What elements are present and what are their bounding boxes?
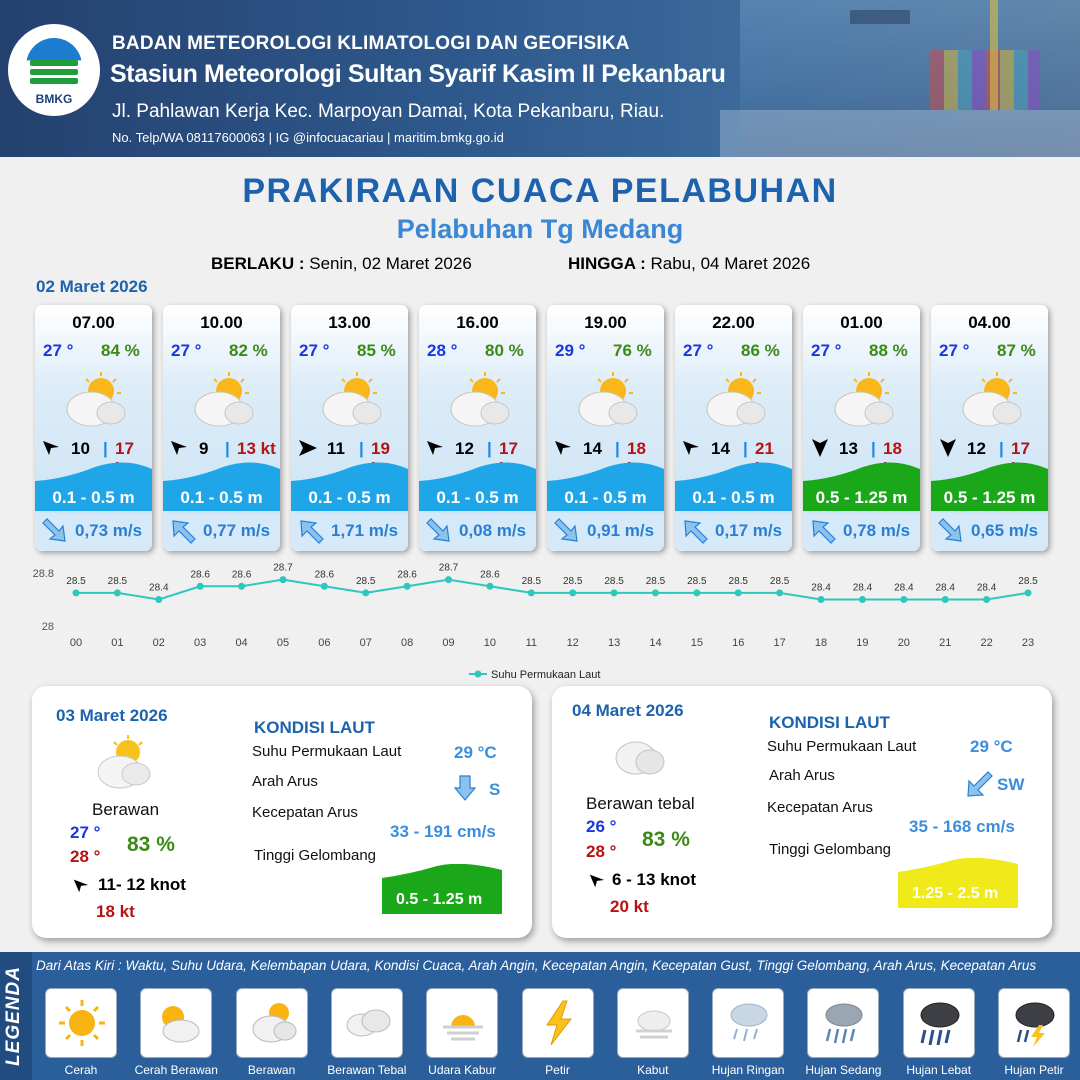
forecast-time: 10.00 — [200, 313, 243, 332]
logo-text: BMKG — [35, 92, 73, 106]
validity-from — [211, 254, 472, 274]
day2-wave-label: Tinggi Gelombang — [254, 847, 377, 864]
wind-speed: 12 — [455, 439, 474, 458]
forecast-card — [675, 305, 792, 551]
forecast-humidity: 84 % — [101, 341, 140, 360]
day2-gust: 18 kt — [96, 902, 135, 921]
sst-data-point — [279, 576, 286, 583]
gust-speed: 13 kt — [237, 439, 276, 458]
wave-height: 0.1 - 0.5 m — [180, 488, 263, 507]
sst-data-point — [735, 589, 742, 596]
station-contact: No. Telp/WA 08117600063 | IG @infocuacariau | maritim.bmkg.go.id — [112, 130, 504, 145]
sst-data-point — [114, 589, 121, 596]
legend-item-label: Hujan Sedang — [805, 1063, 882, 1077]
gust-speed: 17 — [1011, 439, 1030, 458]
y-tick-label: 28 — [41, 621, 54, 633]
cloud-sun-icon — [701, 369, 769, 429]
sst-data-label: 28.4 — [852, 582, 873, 594]
legend-item — [236, 988, 308, 1058]
forecast-temperature: 28 ° — [427, 341, 458, 360]
day3-humidity: 83 % — [642, 828, 690, 851]
arrow-northwest-icon — [681, 437, 703, 459]
x-tick-label: 05 — [276, 637, 290, 649]
legend-item-label: Hujan Lebat — [906, 1063, 972, 1077]
current-arrow-southeast-icon — [41, 517, 69, 545]
forecast-humidity: 85 % — [357, 341, 396, 360]
legend-item — [331, 988, 403, 1058]
forecast-humidity: 80 % — [485, 341, 524, 360]
day2-panel — [32, 686, 532, 938]
station-address: Jl. Pahlawan Kerja Kec. Marpoyan Damai, Kota Pekanbaru, Riau. — [112, 101, 665, 122]
forecast-card — [291, 305, 408, 551]
sst-data-point — [155, 596, 162, 603]
forecast-temperature: 27 ° — [299, 341, 330, 360]
value-separator: | — [487, 439, 492, 458]
lightning-icon — [533, 997, 585, 1049]
bmkg-logo — [8, 24, 100, 116]
crane-illustration — [990, 0, 998, 110]
legend-item — [712, 988, 784, 1058]
forecast-time: 04.00 — [968, 313, 1011, 332]
sst-data-label: 28.4 — [976, 582, 997, 594]
day2-temp-max: 28 ° — [70, 847, 101, 866]
legend-item-label: Berawan Tebal — [327, 1063, 407, 1077]
current-arrow-northwest-icon — [809, 517, 837, 545]
sun-icon — [56, 997, 108, 1049]
current-arrow-northwest-icon — [297, 517, 325, 545]
validity-to — [568, 254, 810, 274]
forecast-temperature: 27 ° — [683, 341, 714, 360]
thick-cloud-icon — [342, 997, 394, 1049]
current-arrow-southeast-icon — [937, 517, 965, 545]
current-south-arrow-icon — [454, 774, 476, 802]
forecast-card — [35, 305, 152, 551]
day3-wave-label: Tinggi Gelombang — [769, 841, 892, 858]
wind-speed: 9 — [199, 439, 209, 458]
legend-item — [522, 988, 594, 1058]
value-separator: | — [359, 439, 364, 458]
sst-data-label: 28.4 — [894, 582, 914, 594]
wave-height: 0.1 - 0.5 m — [436, 488, 519, 507]
day3-wind: 6 - 13 knot — [612, 870, 697, 889]
x-tick-label: 10 — [483, 637, 497, 649]
day3-sst-value: 29 °C — [970, 737, 1013, 756]
legend-item-label: Cerah — [64, 1063, 98, 1077]
day2-date: 03 Maret 2026 — [56, 706, 168, 725]
sst-data-point — [445, 576, 452, 583]
container-stack-illustration — [930, 50, 1040, 110]
current-southwest-arrow-icon — [966, 770, 994, 798]
sst-data-label: 28.5 — [604, 575, 624, 587]
day2-sst-value: 29 °C — [454, 743, 497, 762]
legend-item-label: Cerah Berawan — [134, 1063, 218, 1077]
forecast-temperature: 27 ° — [171, 341, 202, 360]
legend-item — [998, 988, 1070, 1058]
day1-date: 02 Maret 2026 — [36, 277, 148, 296]
current-speed: 0,78 m/s — [843, 521, 911, 540]
arrow-south-icon — [937, 437, 959, 459]
sst-data-point — [942, 596, 949, 603]
day2-humidity: 83 % — [127, 833, 175, 856]
current-speed: 1,71 m/s — [331, 521, 399, 540]
x-tick-label: 06 — [318, 637, 331, 649]
legend-item-label: Hujan Petir — [1004, 1063, 1064, 1077]
x-tick-label: 12 — [566, 637, 579, 649]
forecast-humidity: 86 % — [741, 341, 780, 360]
value-separator: | — [615, 439, 620, 458]
day3-current-dir-label: Arah Arus — [769, 767, 835, 784]
sst-data-label: 28.6 — [314, 569, 335, 581]
legend-description: Dari Atas Kiri : Waktu, Suhu Udara, Kelembapan Udara, Kondisi Cuaca, Arah Angin, Kecepatan Angin, Kecepatan Gust, Tinggi Gelombang, Arah Arus, Kecepatan Arus — [36, 958, 1037, 973]
day2-temp-min: 27 ° — [70, 823, 101, 842]
sst-data-label: 28.5 — [769, 575, 790, 587]
day2-sea-condition-title: KONDISI LAUT — [254, 718, 375, 737]
forecast-time: 07.00 — [72, 313, 115, 332]
wave-height: 0.1 - 0.5 m — [564, 488, 647, 507]
legend-item-label: Hujan Ringan — [711, 1063, 785, 1077]
x-tick-label: 00 — [69, 637, 83, 649]
sst-data-label: 28.6 — [231, 569, 252, 581]
x-tick-label: 09 — [442, 637, 455, 649]
arrow-south-icon — [809, 437, 831, 459]
agency-name: BADAN METEOROLOGI KLIMATOLOGI DAN GEOFISIKA — [112, 33, 630, 54]
heavy-rain-icon — [914, 997, 966, 1049]
sst-data-point — [321, 583, 328, 590]
fog-icon — [628, 997, 680, 1049]
haze-icon — [437, 997, 489, 1049]
current-speed: 0,91 m/s — [587, 521, 655, 540]
forecast-humidity: 88 % — [869, 341, 908, 360]
gust-speed: 21 — [755, 439, 774, 458]
wave-height: 0.5 - 1.25 m — [943, 488, 1036, 507]
wind-speed: 10 — [71, 439, 90, 458]
current-speed: 0,08 m/s — [459, 521, 527, 540]
sst-data-point — [362, 589, 369, 596]
wind-direction-icon — [588, 871, 606, 889]
sst-data-label: 28.5 — [728, 575, 748, 587]
value-separator: | — [103, 439, 108, 458]
sst-data-point — [776, 589, 783, 596]
day3-wave-value: 1.25 - 2.5 m — [912, 885, 999, 902]
forecast-card — [803, 305, 920, 551]
wave-height: 0.1 - 0.5 m — [52, 488, 135, 507]
gust-speed: 19 — [371, 439, 390, 458]
day2-wind: 11- 12 knot — [98, 875, 186, 894]
forecast-card — [547, 305, 664, 551]
day3-sea-condition-title: KONDISI LAUT — [769, 713, 890, 732]
current-speed: 0,77 m/s — [203, 521, 271, 540]
sst-data-label: 28.5 — [356, 575, 376, 587]
day2-current-dir-label: Arah Arus — [252, 773, 318, 790]
day2-current-speed-label: Kecepatan Arus — [252, 804, 358, 821]
sst-data-label: 28.7 — [273, 562, 293, 574]
x-tick-label: 22 — [980, 637, 993, 649]
page-title: PRAKIRAAN CUACA PELABUHAN — [242, 172, 838, 210]
wind-speed: 12 — [967, 439, 986, 458]
day2-current-speed-value: 33 - 191 cm/s — [390, 822, 496, 841]
sst-data-label: 28.6 — [397, 569, 417, 581]
forecast-card — [419, 305, 536, 551]
sst-data-point — [983, 596, 990, 603]
sst-data-point — [1025, 589, 1032, 596]
x-tick-label: 08 — [401, 637, 414, 649]
sst-data-point — [693, 589, 700, 596]
gust-speed: 17 — [499, 439, 518, 458]
arrow-northwest-icon — [41, 437, 63, 459]
validity-to-label: HINGGA : — [568, 254, 646, 273]
sst-data-label: 28.7 — [438, 562, 459, 574]
light-rain-icon — [723, 997, 775, 1049]
x-tick-label: 11 — [525, 637, 538, 649]
current-speed: 0,73 m/s — [75, 521, 143, 540]
sst-data-point — [238, 583, 245, 590]
x-tick-label: 13 — [607, 637, 621, 649]
x-tick-label: 23 — [1021, 637, 1035, 649]
forecast-card — [163, 305, 280, 551]
cloud-sun-icon — [247, 997, 299, 1049]
forecast-humidity: 76 % — [613, 341, 652, 360]
gust-speed: 18 — [627, 439, 646, 458]
forecast-temperature: 27 ° — [939, 341, 970, 360]
sst-data-label: 28.5 — [107, 575, 128, 587]
day3-date: 04 Maret 2026 — [572, 701, 684, 720]
legend-item — [807, 988, 879, 1058]
sst-data-label: 28.5 — [645, 575, 666, 587]
day2-wave-value: 0.5 - 1.25 m — [396, 891, 483, 908]
legend-marker — [475, 671, 482, 678]
sst-data-point — [900, 596, 907, 603]
sst-data-label: 28.5 — [66, 575, 86, 587]
day2-sst-label: Suhu Permukaan Laut — [252, 743, 402, 760]
thunderstorm-icon — [1009, 997, 1061, 1049]
sst-data-point — [611, 589, 618, 596]
cloud-sun-icon — [317, 369, 385, 429]
value-separator: | — [743, 439, 748, 458]
sst-data-point — [859, 596, 866, 603]
wind-speed: 11 — [327, 439, 345, 458]
arrow-northwest-icon — [425, 437, 447, 459]
sst-data-label: 28.6 — [190, 569, 210, 581]
day2-current-dir-value: S — [489, 780, 501, 799]
arrow-northwest-icon — [553, 437, 575, 459]
current-arrow-northwest-icon — [681, 517, 709, 545]
station-name: Stasiun Meteorologi Sultan Syarif Kasim II Pekanbaru — [110, 60, 726, 88]
sst-data-label: 28.6 — [480, 569, 500, 581]
forecast-time: 16.00 — [456, 313, 499, 332]
wind-speed: 13 — [839, 439, 858, 458]
cloud-sun-icon — [90, 734, 156, 792]
legend-series-name: Suhu Permukaan Laut — [491, 669, 601, 681]
forecast-time: 01.00 — [840, 313, 883, 332]
current-speed: 0,65 m/s — [971, 521, 1039, 540]
x-tick-label: 02 — [152, 637, 165, 649]
current-arrow-southeast-icon — [425, 517, 453, 545]
wind-speed: 14 — [583, 439, 602, 458]
cloud-sun-icon — [189, 369, 257, 429]
sst-data-point — [652, 589, 659, 596]
current-arrow-northwest-icon — [169, 517, 197, 545]
sea-surface-temperature-chart — [0, 560, 1080, 685]
sst-data-label: 28.4 — [149, 582, 169, 594]
sst-series-line — [76, 580, 1028, 600]
x-tick-label: 18 — [814, 637, 828, 649]
wave-height: 0.1 - 0.5 m — [308, 488, 391, 507]
day3-current-speed-label: Kecepatan Arus — [767, 799, 873, 816]
forecast-time: 19.00 — [584, 313, 627, 332]
legend-item — [140, 988, 212, 1058]
x-tick-label: 03 — [194, 637, 207, 649]
cloud-sun-icon — [445, 369, 513, 429]
thick-cloud-icon — [610, 734, 668, 782]
value-separator: | — [871, 439, 876, 458]
day3-temp-min: 26 ° — [586, 817, 617, 836]
sst-data-label: 28.5 — [521, 575, 542, 587]
legend-item-label: Udara Kabur — [428, 1063, 497, 1077]
forecast-humidity: 87 % — [997, 341, 1036, 360]
day2-condition: Berawan — [92, 800, 160, 819]
value-separator: | — [999, 439, 1004, 458]
wave-height: 0.1 - 0.5 m — [692, 488, 775, 507]
sst-data-point — [73, 589, 80, 596]
sst-data-label: 28.4 — [811, 582, 831, 594]
day3-temp-max: 28 ° — [586, 842, 617, 861]
sun-cloud-icon — [151, 997, 203, 1049]
sst-data-label: 28.4 — [935, 582, 955, 594]
legend-item-label: Petir — [545, 1063, 570, 1077]
sst-data-point — [528, 589, 535, 596]
x-tick-label: 20 — [897, 637, 910, 649]
forecast-humidity: 82 % — [229, 341, 268, 360]
ship-illustration — [850, 10, 910, 24]
legend-item — [45, 988, 117, 1058]
forecast-time: 13.00 — [328, 313, 371, 332]
legend-item-label: Kabut — [637, 1063, 669, 1077]
forecast-temperature: 27 ° — [811, 341, 842, 360]
forecast-time: 22.00 — [712, 313, 755, 332]
sst-data-label: 28.5 — [687, 575, 707, 587]
value-separator: | — [225, 439, 230, 458]
y-tick-label: 28.8 — [32, 568, 54, 580]
legend-item — [903, 988, 975, 1058]
legend-item-label: Berawan — [247, 1063, 296, 1077]
x-tick-label: 14 — [649, 637, 662, 649]
forecast-card — [931, 305, 1048, 551]
legend-item — [617, 988, 689, 1058]
arrow-east-icon — [297, 437, 319, 459]
forecast-temperature: 27 ° — [43, 341, 74, 360]
x-tick-label: 15 — [690, 637, 703, 649]
day3-current-speed-value: 35 - 168 cm/s — [909, 817, 1015, 836]
header-banner — [0, 0, 1080, 157]
day3-sst-label: Suhu Permukaan Laut — [767, 738, 917, 755]
forecast-temperature: 29 ° — [555, 341, 586, 360]
sst-data-label: 28.5 — [1018, 575, 1038, 587]
validity-to-value: Rabu, 04 Maret 2026 — [650, 254, 811, 273]
x-tick-label: 19 — [856, 637, 869, 649]
day3-condition: Berawan tebal — [586, 794, 695, 813]
x-tick-label: 01 — [111, 637, 124, 649]
cloud-sun-icon — [573, 369, 641, 429]
sst-data-point — [486, 583, 493, 590]
validity-from-label: BERLAKU : — [211, 254, 305, 273]
day3-current-dir-value: SW — [997, 775, 1025, 794]
x-tick-label: 04 — [235, 637, 248, 649]
wind-speed: 14 — [711, 439, 730, 458]
day3-gust: 20 kt — [610, 897, 649, 916]
current-arrow-southeast-icon — [553, 517, 581, 545]
port-name: Pelabuhan Tg Medang — [396, 214, 684, 244]
wave-height: 0.5 - 1.25 m — [815, 488, 908, 507]
legend-title: LEGENDA — [3, 966, 24, 1066]
day3-panel — [552, 686, 1052, 938]
legend-item — [426, 988, 498, 1058]
x-tick-label: 17 — [773, 637, 786, 649]
moderate-rain-icon — [818, 997, 870, 1049]
x-tick-label: 07 — [359, 637, 372, 649]
cloud-sun-icon — [829, 369, 897, 429]
arrow-northwest-icon — [169, 437, 191, 459]
sst-data-point — [818, 596, 825, 603]
x-tick-label: 16 — [732, 637, 745, 649]
wind-direction-icon — [72, 876, 90, 894]
sst-data-point — [569, 589, 576, 596]
gust-speed: 17 — [115, 439, 134, 458]
sst-data-point — [197, 583, 204, 590]
gust-speed: 18 — [883, 439, 902, 458]
current-speed: 0,17 m/s — [715, 521, 783, 540]
cloud-sun-icon — [957, 369, 1025, 429]
cloud-sun-icon — [61, 369, 129, 429]
terminal-floor-illustration — [720, 110, 1080, 157]
sst-data-label: 28.5 — [562, 575, 583, 587]
validity-from-value: Senin, 02 Maret 2026 — [309, 254, 472, 273]
sst-data-point — [404, 583, 411, 590]
x-tick-label: 21 — [939, 637, 952, 649]
